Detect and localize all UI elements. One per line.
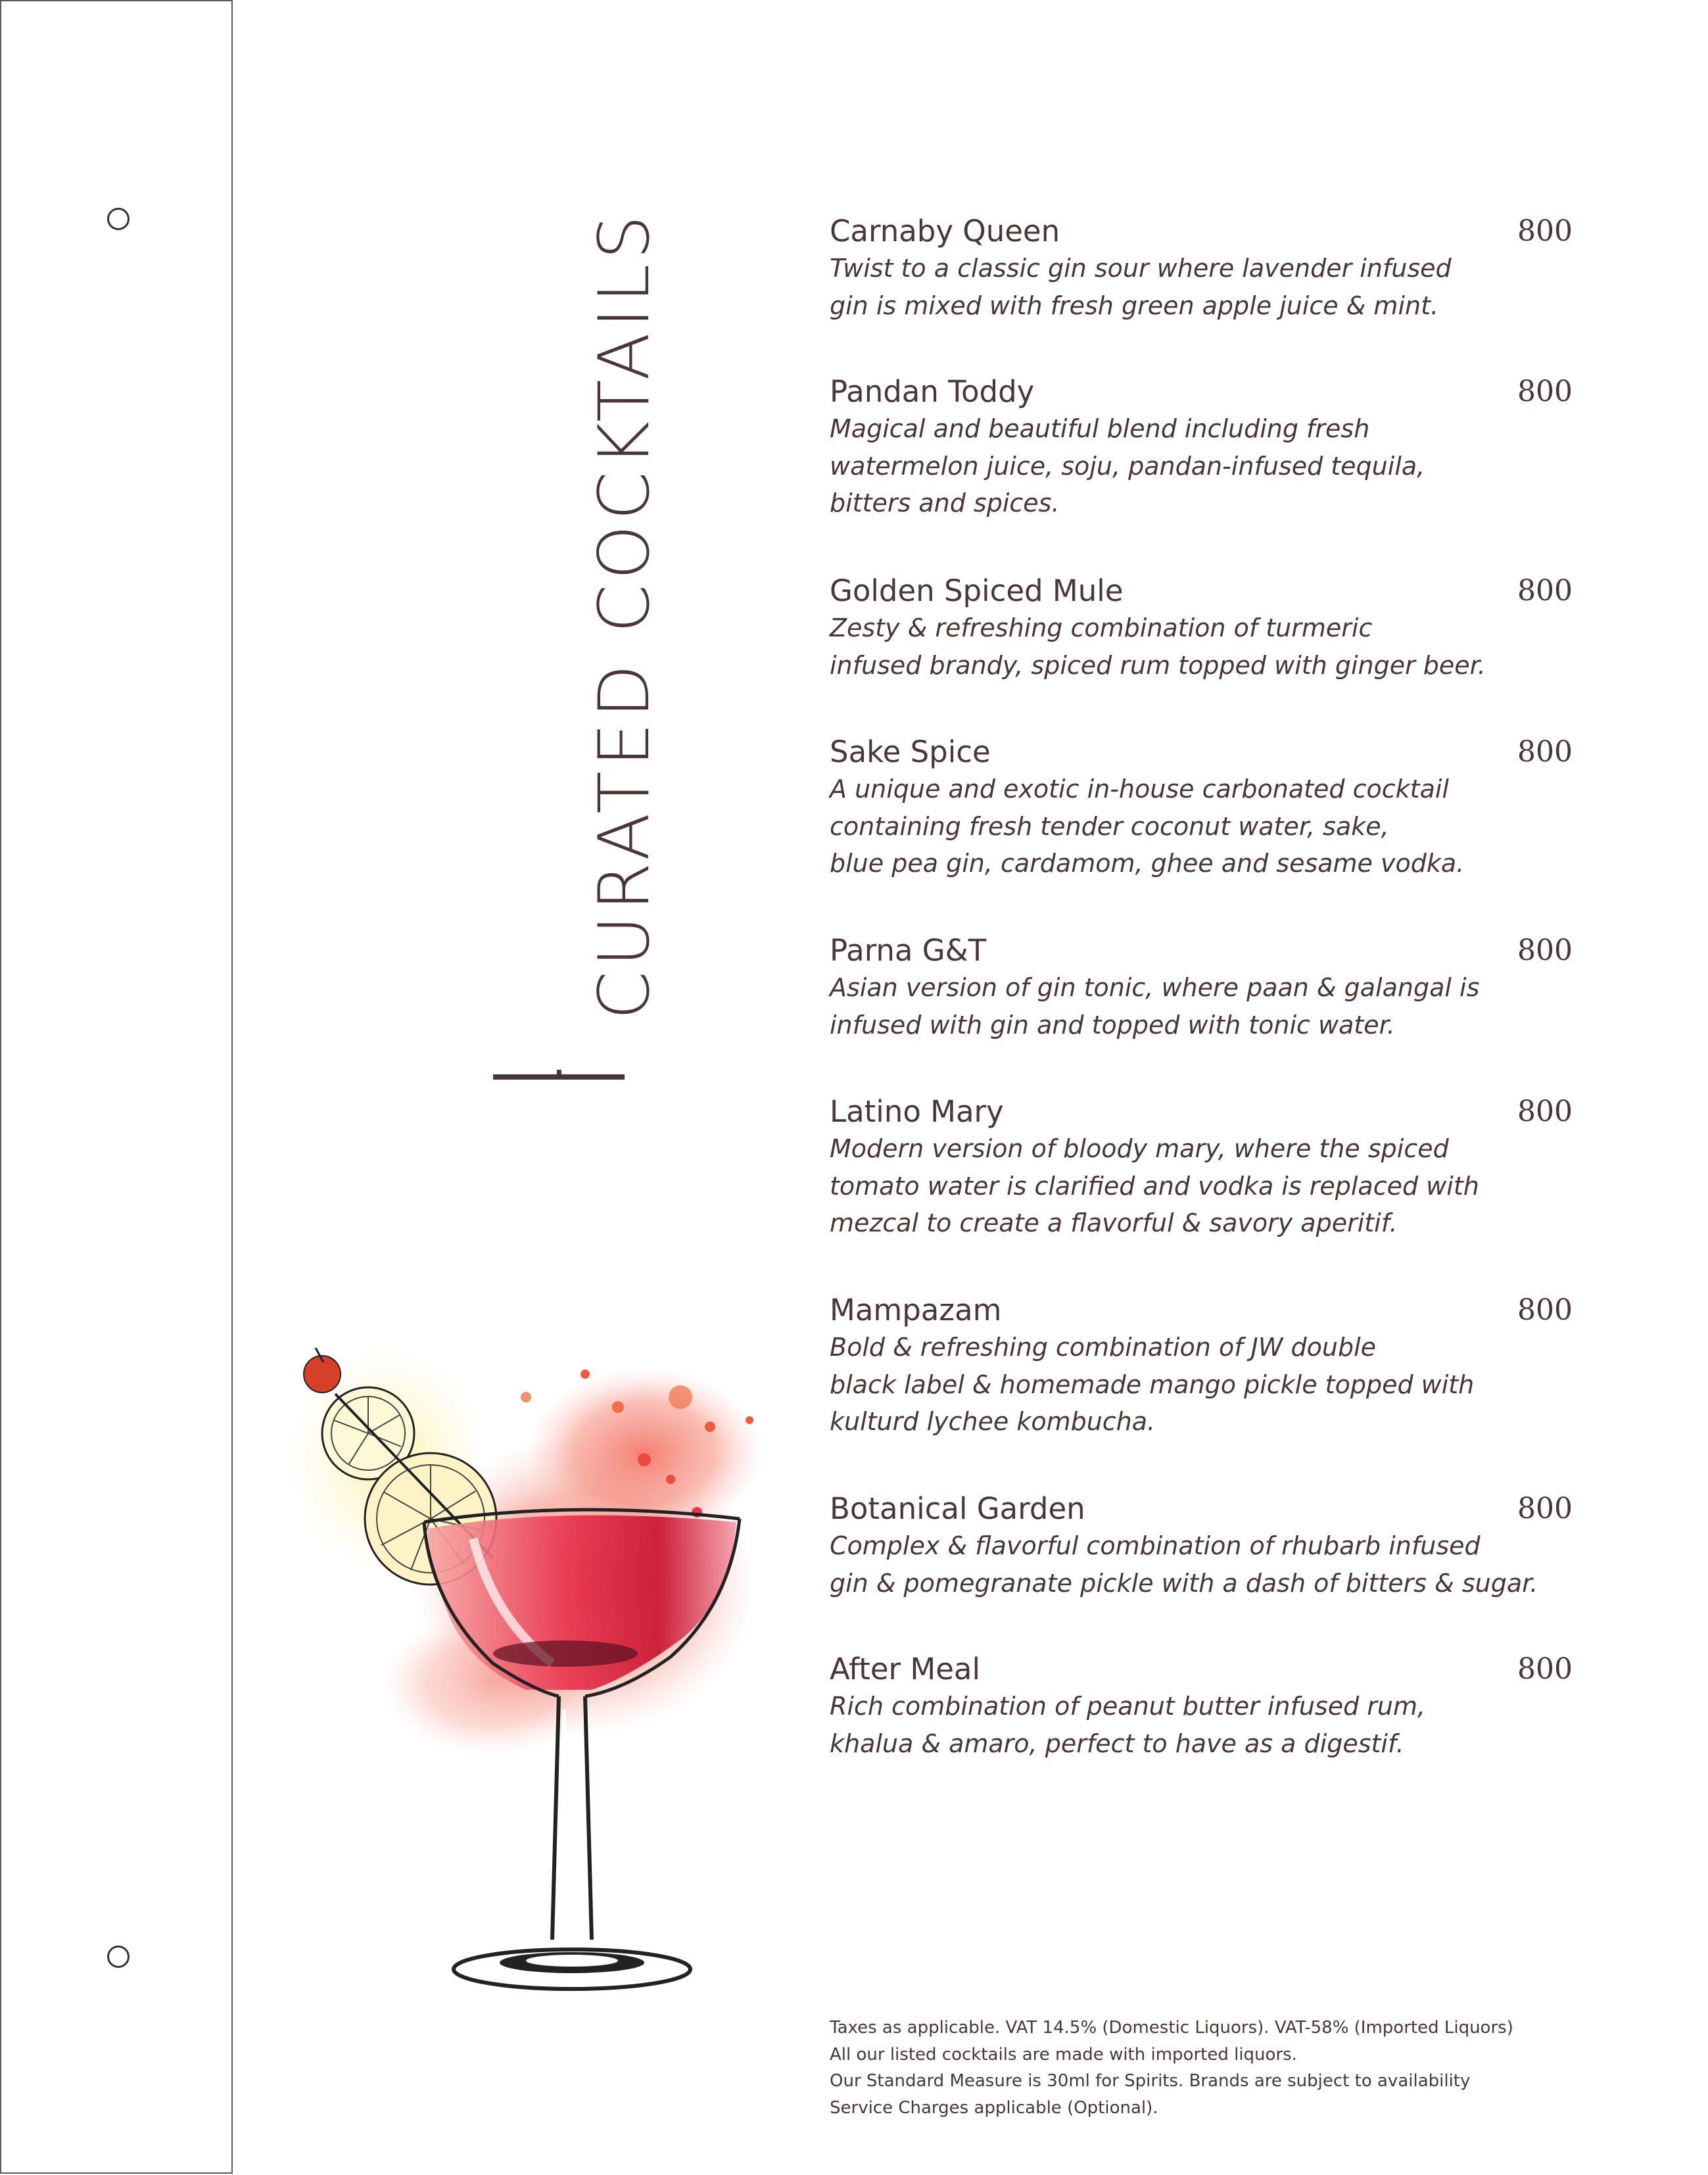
item-name: After Meal [830,1652,980,1686]
description-line: infused brandy, spiced rum topped with ginger beer. [830,650,1486,680]
description-line: Rich combination of peanut butter infused rum, [830,1692,1426,1721]
item-price: 800 [1517,1492,1573,1525]
description-line: Complex & flavorful combination of rhubarb infused [830,1531,1481,1560]
description-line: kulturd lychee kombucha. [830,1407,1156,1436]
footer-line: Our Standard Measure is 30ml for Spirits. Brands are subject to availability [830,2071,1471,2091]
description-line: gin is mixed with fresh green apple juice & mint. [830,291,1439,320]
item-description [830,771,1573,882]
footer-line: Taxes as applicable. VAT 14.5% (Domestic Liquors). VAT-58% (Imported Liquors) [830,2018,1513,2038]
item-description [830,250,1573,324]
item-price: 800 [1517,1652,1573,1686]
description-line: Asian version of gin tonic, where paan & galangal is [830,973,1480,1002]
item-price: 800 [1517,934,1573,967]
item-price: 800 [1517,1293,1573,1327]
footer-line: Service Charges applicable (Optional). [830,2097,1158,2118]
binding-strip [0,0,233,2174]
item-description [830,1329,1573,1441]
title-rule-tick [557,1070,561,1080]
description-line: watermelon juice, soju, pandan-infused tequila, [830,451,1425,481]
item-description [830,1130,1573,1242]
description-line: khalua & amaro, perfect to have as a digestif. [830,1729,1404,1758]
menu-item [830,932,1573,1043]
description-line: blue pea gin, cardamom, ghee and sesame vodka. [830,849,1465,878]
description-line: Bold & refreshing combination of JW double [830,1333,1377,1362]
binder-hole-top [107,208,130,230]
item-name: Sake Spice [830,734,991,769]
menu-item [830,573,1573,684]
binder-hole-bottom [107,1946,130,1968]
item-description [830,609,1573,684]
description-line: infused with gin and topped with tonic water. [830,1010,1395,1040]
footer-notes [830,2015,1651,2121]
description-line: mezcal to create a flavorful & savory aperitif. [830,1208,1398,1237]
item-name: Carnaby Queen [830,214,1060,249]
footer-line: All our listed cocktails are made with imported liquors. [830,2044,1297,2065]
description-line: black label & homemade mango pickle topped with [830,1370,1475,1399]
menu-item [830,734,1573,882]
description-line: Twist to a classic gin sour where lavender infused [830,254,1452,283]
description-line: Magical and beautiful blend including fresh [830,414,1370,443]
description-line: containing fresh tender coconut water, sake, [830,811,1389,841]
description-line: Modern version of bloody mary, where the spiced [830,1134,1449,1163]
item-price: 800 [1517,574,1573,608]
section-title: CURATED COCKTAILS [584,210,665,1020]
menu-item [830,1093,1573,1242]
menu-item [830,213,1573,324]
item-price: 800 [1517,1095,1573,1128]
item-description [830,1688,1573,1762]
item-name: Botanical Garden [830,1491,1085,1526]
cocktail-glass-icon [276,1322,763,2012]
menu-item [830,373,1573,522]
item-price: 800 [1517,735,1573,769]
menu-item [830,1651,1573,1762]
description-line: A unique and exotic in-house carbonated cocktail [830,775,1449,803]
description-line: bitters and spices. [830,489,1060,517]
menu-item [830,1491,1573,1602]
description-line: tomato water is clarified and vodka is replaced with [830,1171,1479,1201]
item-description [830,969,1573,1043]
description-line: gin & pomegranate pickle with a dash of bitters & sugar. [830,1568,1538,1598]
item-price: 800 [1517,214,1573,248]
item-name: Latino Mary [830,1094,1004,1129]
description-line: Zesty & refreshing combination of turmeric [830,613,1373,642]
item-description [830,410,1573,522]
item-name: Pandan Toddy [830,374,1035,409]
item-name: Golden Spiced Mule [830,573,1124,608]
item-name: Parna G&T [830,933,987,968]
menu-item [830,1292,1573,1441]
item-description [830,1527,1573,1602]
item-price: 800 [1517,375,1573,408]
item-name: Mampazam [830,1293,1002,1327]
